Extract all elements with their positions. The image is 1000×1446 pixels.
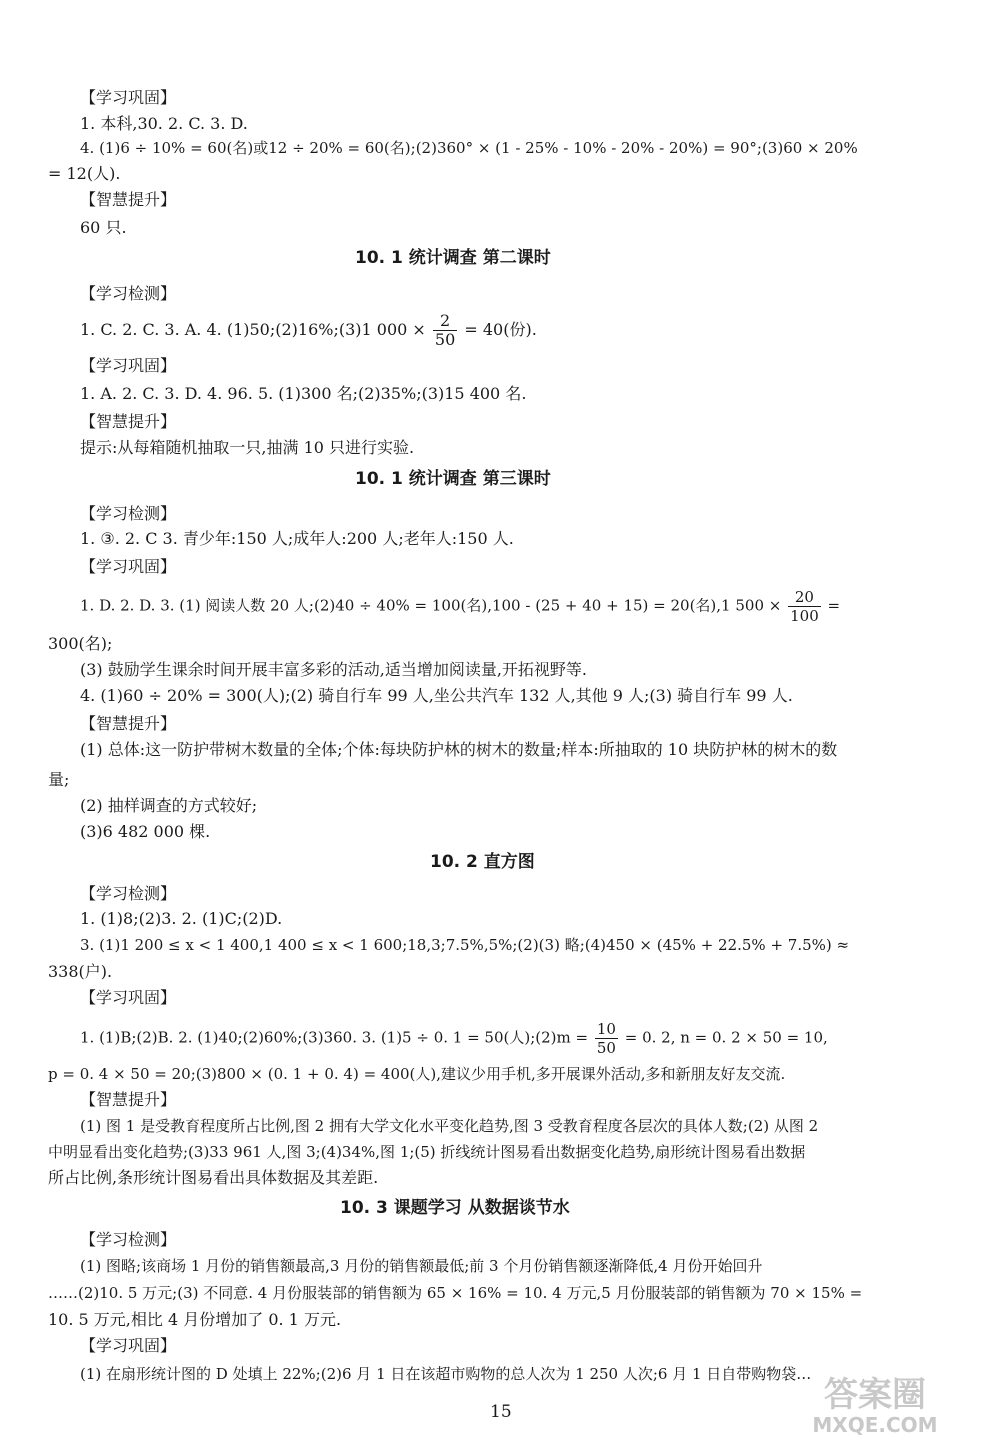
- answer-line: 1. 本科,30. 2. C. 3. D.: [80, 114, 248, 133]
- fraction-numerator: 20: [788, 588, 821, 607]
- answer-line: 所占比例,条形统计图易看出具体数据及其差距.: [48, 1168, 379, 1187]
- answer-line: 1. ③. 2. C 3. 青少年:150 人;成年人:200 人;老年人:150 人.: [80, 529, 514, 548]
- section-label: 【学习检测】: [80, 884, 177, 903]
- watermark-text-top: 答案圈: [824, 1375, 926, 1415]
- answer-line: 4. (1)6 ÷ 10% = 60(名)或12 ÷ 20% = 60(名);(2)360° × (1 - 25% - 10% - 20% - 20%) = 90°;(3)60 × 20%: [80, 139, 858, 157]
- answer-text: 1. D. 2. D. 3. (1) 阅读人数 20 人;(2)40 ÷ 40% = 100(名),100 - (25 + 40 + 15) = 20(名),1 500 ×: [80, 596, 782, 615]
- answer-line: ……(2)10. 5 万元;(3) 不同意. 4 月份服装部的销售额为 65 × 16% = 10. 4 万元,5 月份服装部的销售额为 70 × 15% =: [48, 1284, 863, 1302]
- fraction-denominator: 50: [434, 330, 456, 349]
- section-heading: 10. 2 直方图: [430, 852, 535, 872]
- section-label: 【学习巩固】: [80, 88, 177, 107]
- section-label: 【智慧提升】: [80, 714, 177, 733]
- section-label: 【学习检测】: [80, 504, 177, 523]
- site-watermark-logo: [760, 1368, 990, 1438]
- fraction-numerator: 2: [433, 312, 457, 331]
- answer-line: = 12(人).: [48, 164, 121, 183]
- answer-line: (1) 在扇形统计图的 D 处填上 22%;(2)6 月 1 日在该超市购物的总人次为 1 250 人次;6 月 1 日自带购物袋…: [80, 1365, 812, 1383]
- answer-line: 10. 5 万元,相比 4 月份增加了 0. 1 万元.: [48, 1310, 342, 1329]
- section-label: 【智慧提升】: [80, 190, 177, 209]
- answer-text: =: [827, 596, 841, 615]
- answer-line: [80, 1020, 828, 1057]
- answer-line: (1) 总体:这一防护带树木数量的全体;个体:每块防护林的树木的数量;样本:所抽取的 10 块防护林的树木的数: [80, 740, 838, 759]
- section-label: 【智慧提升】: [80, 412, 177, 431]
- answer-line: 中明显看出变化趋势;(3)33 961 人,图 3;(4)34%,图 1;(5) 折线统计图易看出数据变化趋势,扇形统计图易看出数据: [48, 1143, 806, 1161]
- answer-line: (1) 图略;该商场 1 月份的销售额最高,3 月份的销售额最低;前 3 个月份销售额逐渐降低,4 月份开始回升: [80, 1257, 763, 1275]
- answer-line: (2) 抽样调查的方式较好;: [80, 796, 258, 815]
- fraction: [433, 312, 457, 349]
- section-label: 【学习巩固】: [80, 988, 177, 1007]
- answer-text: 1. (1)B;(2)B. 2. (1)40;(2)60%;(3)360. 3. (1)5 ÷ 0. 1 = 50(人);(2)m =: [80, 1028, 589, 1047]
- answer-line: 338(户).: [48, 962, 113, 981]
- section-label: 【学习巩固】: [80, 557, 177, 576]
- answer-line: 量;: [48, 770, 70, 789]
- fraction-denominator: 50: [596, 1039, 616, 1057]
- answer-text: = 40(份).: [464, 320, 537, 339]
- answer-line: 1. A. 2. C. 3. D. 4. 96. 5. (1)300 名;(2)35%;(3)15 400 名.: [80, 384, 527, 403]
- section-heading: 10. 3 课题学习 从数据谈节水: [340, 1198, 570, 1218]
- answer-line: 60 只.: [80, 218, 127, 237]
- answer-line: (3) 鼓励学生课余时间开展丰富多彩的活动,适当增加阅读量,开拓视野等.: [80, 660, 588, 679]
- fraction-numerator: 10: [596, 1020, 616, 1038]
- section-label: 【学习检测】: [80, 1230, 177, 1249]
- answer-line: 4. (1)60 ÷ 20% = 300(人);(2) 骑自行车 99 人,坐公共汽车 132 人,其他 9 人;(3) 骑自行车 99 人.: [80, 686, 793, 705]
- fraction: [788, 588, 821, 625]
- answer-line: 300(名);: [48, 634, 113, 653]
- watermark-text-bottom: MXQE.COM: [812, 1413, 938, 1437]
- fraction-denominator: 100: [790, 607, 819, 625]
- section-label: 【学习检测】: [80, 284, 177, 303]
- answer-line: 3. (1)1 200 ≤ x < 1 400,1 400 ≤ x < 1 600;18,3;7.5%,5%;(2)(3) 略;(4)450 × (45% + 22.5% + 7.5%) ≈: [80, 936, 850, 954]
- section-heading: 10. 1 统计调查 第二课时: [355, 248, 551, 268]
- fraction: [595, 1020, 618, 1057]
- answer-text: 1. C. 2. C. 3. A. 4. (1)50;(2)16%;(3)1 000 ×: [80, 320, 426, 339]
- answer-line: 提示:从每箱随机抽取一只,抽满 10 只进行实验.: [80, 438, 415, 457]
- section-label: 【学习巩固】: [80, 1336, 177, 1355]
- answer-line: p = 0. 4 × 50 = 20;(3)800 × (0. 1 + 0. 4) = 400(人),建议少用手机,多开展课外活动,多和新朋友好友交流.: [48, 1065, 786, 1083]
- answer-line: (1) 图 1 是受教育程度所占比例,图 2 拥有大学文化水平变化趋势,图 3 受教育程度各层次的具体人数;(2) 从图 2: [80, 1117, 819, 1135]
- answer-line: (3)6 482 000 棵.: [80, 822, 211, 841]
- section-label: 【智慧提升】: [80, 1090, 177, 1109]
- section-label: 【学习巩固】: [80, 356, 177, 375]
- answer-line: 1. (1)8;(2)3. 2. (1)C;(2)D.: [80, 909, 283, 928]
- answer-line: [80, 588, 840, 625]
- page-number: 15: [490, 1402, 512, 1422]
- answer-line: [80, 312, 537, 349]
- answer-text: = 0. 2, n = 0. 2 × 50 = 10,: [624, 1028, 828, 1047]
- section-heading: 10. 1 统计调查 第三课时: [355, 469, 551, 489]
